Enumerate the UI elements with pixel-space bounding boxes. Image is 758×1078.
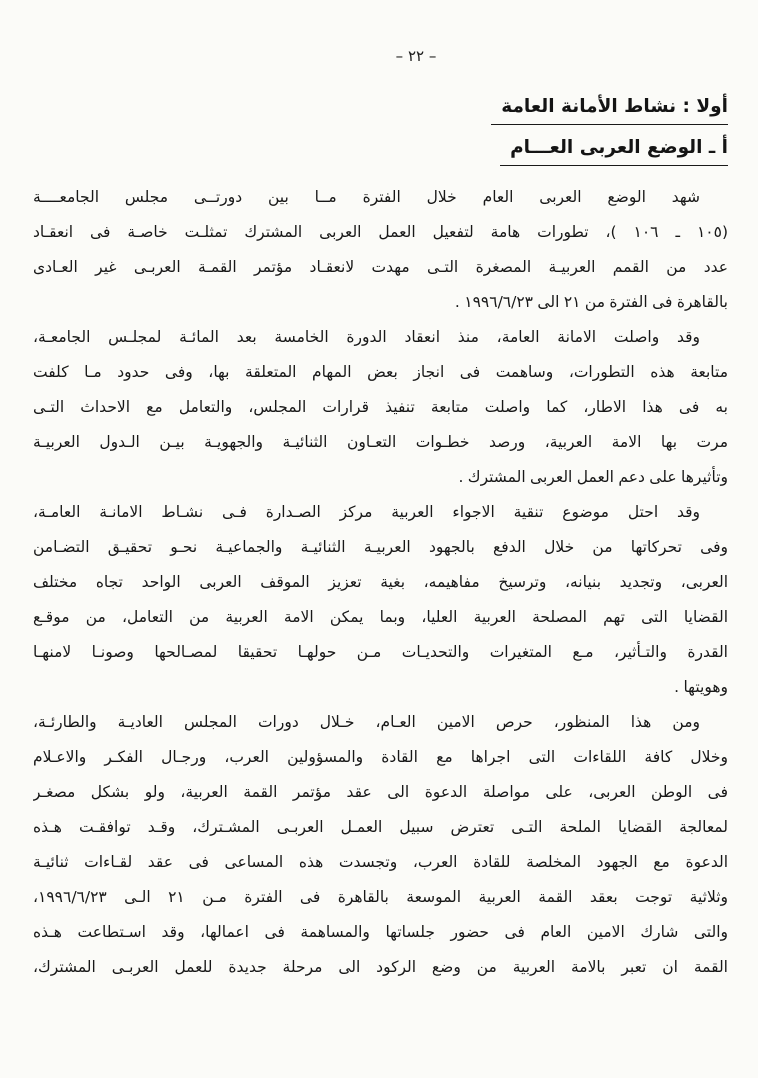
text-line: مرت بها الامة العربية، ورصد خطـوات التعـاون الثنائيـة والجهويـة بيـن الـدول العربيـة	[33, 433, 728, 451]
subsection-heading: أ ـ الوضع العربى العـــام	[500, 135, 728, 166]
text-line: (١٠٥ ـ ١٠٦ )، تطورات هامة لتفعيل العمل العربى المشترك تمثلـت خاصـة فى انعقـاد	[33, 223, 728, 241]
page-number-text: – ٢٢ –	[395, 47, 437, 65]
text-line: وتأثيرها على دعم العمل العربى المشترك .	[458, 468, 728, 486]
text-line: الدعوة مع الجهود المخلصة للقادة العرب، وتجسدت هذه المساعى فى عقد لقـاءات ثنائيـة	[33, 853, 728, 871]
headings-block	[0, 94, 758, 166]
text-line: متابعة هذه التطورات، وساهمت فى انجاز بعض المهام المتعلقة بها، وفى حدود مـا كلفت	[33, 363, 728, 381]
page-number	[0, 0, 758, 66]
text-line: بالقاهرة فى الفترة من ٢١ الى ١٩٩٦/٦/٢٣ .	[454, 293, 728, 311]
text-line: لمعالجة القضايا الملحة التـى تعترض سبيل العمـل العربـى المشـترك، وقـد توافقـت هـذه	[33, 818, 728, 836]
text-line: شهد الوضع العربى العام خلال الفترة مــا بين دورتــى مجلس الجامعــــة	[33, 188, 700, 206]
text-line: وثلاثية توجت بعقد القمة العربية الموسعة بالقاهرة فى الفترة مـن ٢١ الـى ١٩٩٦/٦/٢٣،	[33, 888, 728, 906]
section-heading: أولا : نشاط الأمانة العامة	[491, 94, 728, 125]
text-line: وفى تحركاتها من خلال الدفع بالجهود العربيـة الثنائيـة والجماعيـة نحـو تحقيـق التضـامن	[33, 538, 728, 556]
section-heading-row	[33, 94, 728, 125]
text-line: عدد من القمم العربيـة المصغرة التـى مهدت لانعقـاد مؤتمر القمـة العربـى غير العـادى	[33, 258, 728, 276]
text-line: القدرة والتـأثير، مـع المتغيرات والتحديـات مـن حولهـا تحقيقا لمصـالحها وصونـا لامنهـا	[33, 643, 728, 661]
text-line: ومن هذا المنظور، حرص الامين العـام، خـلال دورات المجلس العاديـة والطارئـة،	[33, 713, 700, 731]
text-line: القمة ان تعبر بالامة العربية من وضع الركود الى مرحلة جديدة للعمل العربـى المشترك،	[33, 958, 728, 976]
subsection-heading-row	[33, 135, 728, 166]
text-line: والتى شارك الامين العام فى حضور جلساتها والمساهمة فى اعمالها، وقد اسـتطاعت هـذه	[33, 923, 728, 941]
text-line: فى الوطن العربى، على مواصلة الدعوة الى عقد مؤتمر القمة العربية، ولو بشكل مصغـر	[33, 783, 728, 801]
text-line: وخلال كافة اللقاءات التى اجراها مع القادة والمسؤولين العرب، ورجـال الفكـر والاعـلام	[33, 748, 728, 766]
body-text	[33, 180, 728, 985]
text-line: وقد واصلت الامانة العامة، منذ انعقاد الدورة الخامسة بعد المائـة لمجلـس الجامعـة،	[33, 328, 700, 346]
text-line: به فى هذا الاطار، كما واصلت متابعة تنفيذ قرارات المجلس، والتعامل مع الاحداث التـى	[33, 398, 728, 416]
text-line: القضايا التى تهم المصلحة العربية العليا، وبما يمكن الامة العربية من التعامل، من موقـع	[33, 608, 728, 626]
text-line: وهويتها .	[674, 678, 728, 696]
text-line: العربى، وتجديد بنيانه، وترسيخ مفاهيمه، بغية تعزيز الموقف العربى الواحد تجاه مختلف	[33, 573, 728, 591]
text-line: وقد احتل موضوع تنقية الاجواء العربية مركز الصـدارة فـى نشـاط الامانـة العامـة،	[33, 503, 700, 521]
